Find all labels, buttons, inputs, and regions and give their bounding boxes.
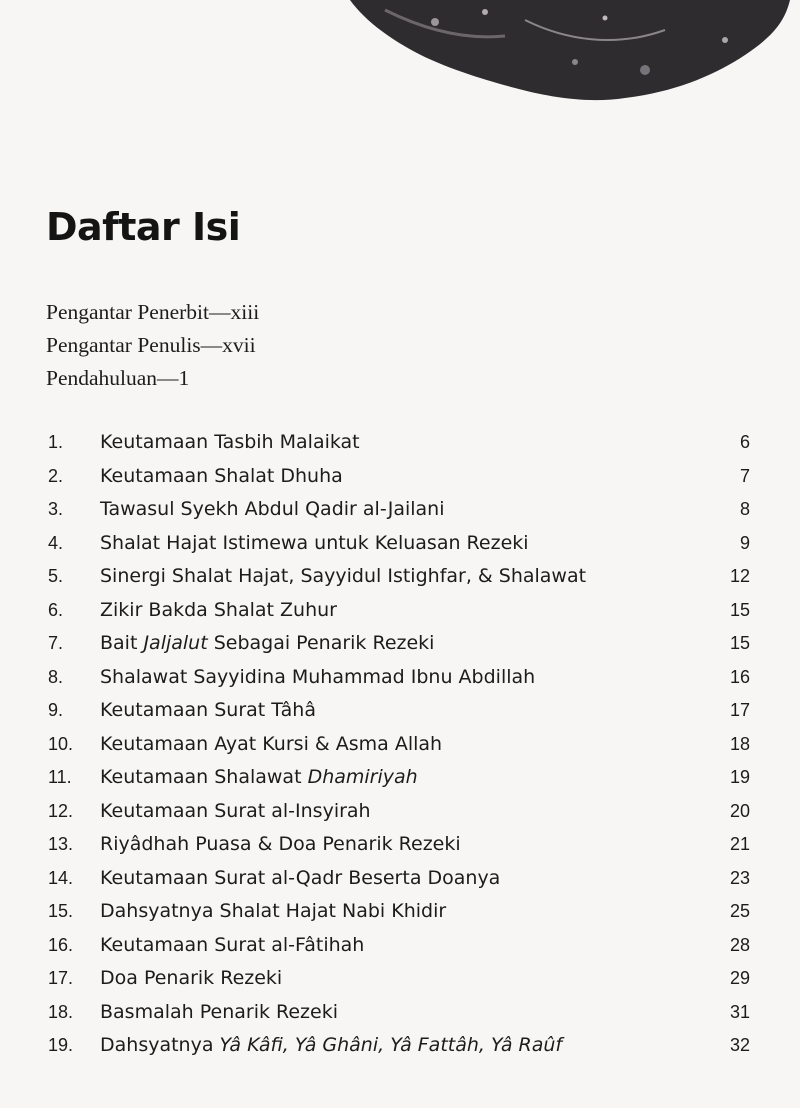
toc-entry-page: 23 — [729, 867, 750, 888]
front-matter-item: Pengantar Penerbit—xiii — [46, 300, 260, 324]
toc-entry-page: 16 — [729, 666, 750, 687]
toc-entry-number: 3. — [48, 499, 64, 519]
toc-entry-page: 18 — [729, 733, 750, 754]
toc-entry — [48, 460, 750, 494]
toc-entry-number: 19. — [48, 1035, 74, 1055]
toc-entry — [48, 962, 750, 996]
toc-entry-page: 9 — [739, 532, 750, 553]
toc-entry — [48, 426, 750, 460]
toc-entry-page: 20 — [729, 800, 750, 821]
toc-entry-number: 2. — [48, 465, 64, 486]
toc-entry-number: 1. — [48, 432, 64, 452]
toc-entry-title: Keutamaan Surat Tâhâ — [100, 699, 316, 721]
toc-entry-title: Tawasul Syekh Abdul Qadir al-Jailani — [100, 498, 445, 520]
toc-entry-number: 11. — [48, 767, 72, 787]
toc-entry — [48, 929, 750, 963]
table-of-contents — [48, 426, 750, 1063]
toc-entry-number: 13. — [48, 834, 74, 854]
ink-brush-decoration — [345, 0, 795, 110]
toc-entry-number: 6. — [48, 599, 64, 620]
toc-entry-number: 8. — [48, 666, 64, 687]
toc-entry-page: 8 — [739, 499, 750, 519]
toc-entry-title-part: Dahsyatnya — [100, 1034, 220, 1056]
toc-entry — [48, 493, 750, 527]
toc-entry-page: 25 — [729, 901, 750, 921]
toc-entry-title: Basmalah Penarik Rezeki — [100, 1000, 339, 1023]
toc-entry-number: 17. — [48, 968, 74, 988]
page-title: Daftar Isi — [46, 205, 241, 249]
toc-entry-title — [100, 761, 418, 795]
toc-entry-title-part: Sebagai Penarik Rezeki — [207, 632, 435, 654]
toc-entry — [48, 694, 750, 728]
toc-entry-title: Keutamaan Ayat Kursi & Asma Allah — [100, 732, 443, 755]
toc-entry-number: 5. — [48, 566, 64, 586]
toc-entry — [48, 996, 750, 1030]
toc-entry-page: 15 — [729, 599, 750, 620]
toc-entry-page: 29 — [729, 968, 750, 988]
toc-entry — [48, 594, 750, 628]
toc-entry-page: 12 — [729, 566, 750, 586]
toc-entry-title: Keutamaan Surat al-Insyirah — [100, 799, 371, 822]
toc-entry-title: Zikir Bakda Shalat Zuhur — [100, 598, 337, 621]
front-matter-item: Pendahuluan—1 — [46, 366, 190, 390]
toc-entry-number: 16. — [48, 934, 74, 955]
toc-entry-page: 15 — [729, 633, 750, 653]
toc-entry — [48, 761, 750, 795]
toc-entry-number: 12. — [48, 800, 74, 821]
toc-entry-title-italic: Yâ Kâfi, Yâ Ghâni, Yâ Fattâh, Yâ Raûf — [219, 1034, 563, 1056]
toc-entry-page: 19 — [729, 767, 750, 787]
toc-entry-title: Shalat Hajat Istimewa untuk Keluasan Rezeki — [100, 531, 529, 554]
toc-entry-title: Doa Penarik Rezeki — [100, 967, 283, 989]
toc-entry-page: 17 — [729, 700, 750, 720]
toc-entry-title: Keutamaan Surat al-Qadr Beserta Doanya — [100, 866, 501, 889]
toc-entry-number: 18. — [48, 1001, 74, 1022]
front-matter-item: Pengantar Penulis—xvii — [46, 333, 256, 357]
front-matter-list — [46, 296, 446, 395]
toc-entry-title-italic: Dhamiriyah — [307, 766, 418, 788]
toc-entry-title-part: Keutamaan Shalawat — [100, 766, 308, 788]
toc-entry-title: Shalawat Sayyidina Muhammad Ibnu Abdillah — [100, 665, 536, 688]
toc-entry-page: 31 — [729, 1001, 750, 1022]
toc-entry — [48, 728, 750, 762]
toc-entry-title: Riyâdhah Puasa & Doa Penarik Rezeki — [100, 833, 461, 855]
toc-entry-number: 9. — [48, 700, 64, 720]
toc-entry — [48, 627, 750, 661]
toc-entry-title: Dahsyatnya Shalat Hajat Nabi Khidir — [100, 900, 447, 922]
toc-entry-page: 28 — [729, 934, 750, 955]
toc-entry-page: 21 — [729, 834, 750, 854]
toc-entry-title: Keutamaan Surat al-Fâtihah — [100, 933, 365, 956]
toc-entry-page: 6 — [739, 432, 750, 452]
toc-entry — [48, 828, 750, 862]
toc-entry-title-italic: Jaljalut — [143, 632, 208, 654]
toc-entry — [48, 1029, 750, 1063]
toc-entry-title: Keutamaan Shalat Dhuha — [100, 464, 343, 487]
toc-entry-number: 15. — [48, 901, 74, 921]
toc-entry-title — [100, 627, 434, 661]
toc-entry-number: 14. — [48, 867, 74, 888]
toc-entry — [48, 560, 750, 594]
toc-entry — [48, 862, 750, 896]
toc-entry-title-part: Bait — [100, 632, 144, 654]
toc-entry-title — [100, 1029, 562, 1063]
toc-entry-title: Sinergi Shalat Hajat, Sayyidul Istighfar, & Shalawat — [100, 565, 587, 587]
toc-entry-number: 4. — [48, 532, 64, 553]
toc-entry-page: 32 — [729, 1035, 750, 1055]
toc-entry — [48, 895, 750, 929]
toc-entry — [48, 795, 750, 829]
toc-entry-number: 7. — [48, 633, 64, 653]
toc-entry-page: 7 — [739, 465, 750, 486]
toc-entry-title: Keutamaan Tasbih Malaikat — [100, 431, 360, 453]
toc-entry — [48, 527, 750, 561]
toc-entry — [48, 661, 750, 695]
toc-entry-number: 10. — [48, 733, 74, 754]
